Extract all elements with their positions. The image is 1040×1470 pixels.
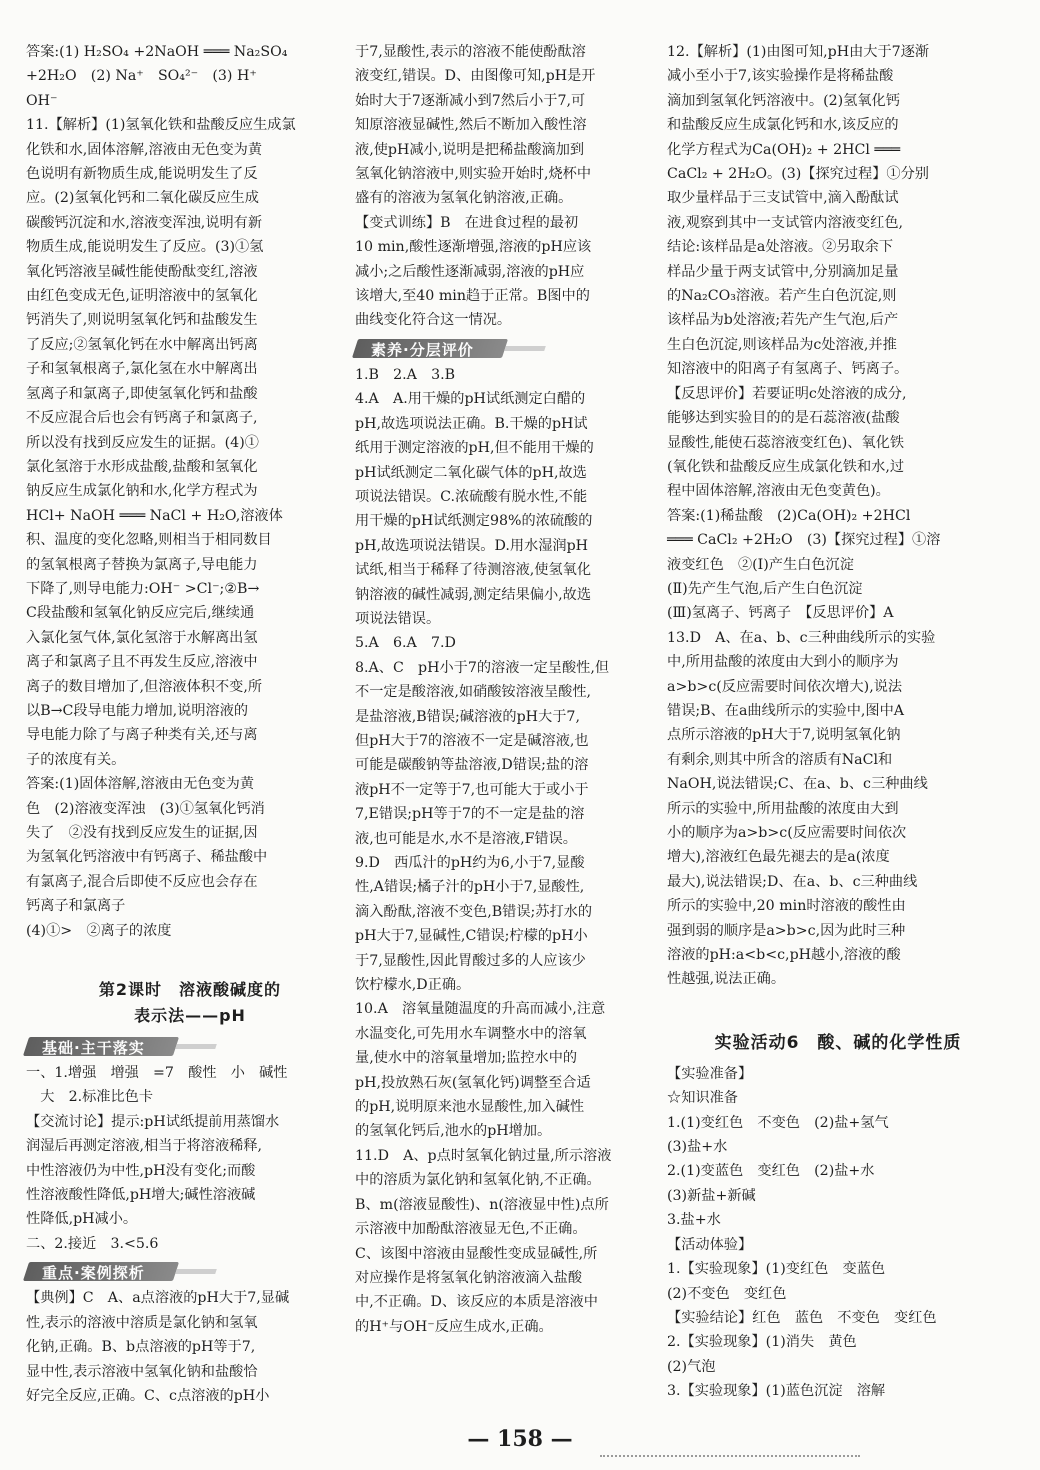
text-line: 性,表示的溶液中溶质是氯化钠和氢氧 — [26, 1314, 258, 1331]
text-line: 应。(2)氢氧化钙和二氧化碳反应生成 — [26, 190, 259, 207]
text-line: 滴加到氢氧化钙溶液中。(2)氢氧化钙 — [667, 92, 900, 109]
text-line: 10 min,酸性逐渐增强,溶液的pH应该 — [355, 239, 592, 256]
text-line: 【活动体验】 — [667, 1236, 753, 1253]
text-line: ═══ CaCl₂ +2H₂O (3)【探究过程】①溶 — [667, 532, 941, 549]
text-line: 纸用于测定溶液的pH,但不能用干燥的 — [355, 440, 594, 457]
text-line: 有剩余,则其中所含的溶质有NaCl和 — [667, 751, 893, 768]
section-banner-literacy: 素养·分层评价 — [355, 337, 541, 359]
text-line: 氢离子和氯离子,即使氢氧化钙和盐酸 — [26, 385, 258, 402]
text-line: pH,故选项说法错误。D.用水湿润pH — [355, 537, 589, 554]
text-line: 所示的实验中,20 min时溶液的酸性由 — [667, 898, 906, 915]
text-line: 溶液的pH:a<b<c,pH越小,溶液的酸 — [667, 947, 901, 964]
text-line: 3.【实验现象】(1)蓝色沉淀 溶解 — [667, 1383, 886, 1400]
example-answer — [26, 1286, 354, 1408]
text-line: 该增大,至40 min趋于正常。B图中的 — [355, 288, 590, 305]
text-line: 子和氢氧根离子,氯化氢在水中解离出 — [26, 361, 258, 378]
text-line: 液,使pH减小,说明是把稀盐酸滴加到 — [355, 141, 585, 158]
lesson-title-line2: 表示法——pH — [134, 1006, 246, 1026]
text-line: 13.D A、在a、b、c三种曲线所示的实验 — [667, 629, 936, 646]
text-line: 氢氧化钠溶液中,则实验开始时,烧杯中 — [355, 166, 592, 183]
text-line: 3.盐+水 — [667, 1212, 721, 1229]
text-line: pH,投放熟石灰(氢氧化钙)调整至合适 — [355, 1074, 591, 1091]
text-line: 1.(1)变红色 不变色 (2)盐+氢气 — [667, 1114, 889, 1131]
text-line: 但pH大于7的溶液不一定是碱溶液,也 — [355, 732, 589, 749]
text-line: 【典例】C A、a点溶液的pH大于7,显碱 — [26, 1290, 290, 1307]
text-line: 饮柠檬水,D正确。 — [355, 977, 471, 994]
text-line: 好完全反应,正确。C、c点溶液的pH小 — [26, 1387, 270, 1404]
text-line: 8.A、C pH小于7的溶液一定呈酸性,但 — [355, 659, 610, 676]
text-line: 的Na₂CO₃溶液。若产生白色沉淀,则 — [667, 288, 897, 305]
text-line: 强到弱的顺序是a>b>c,因为此时三种 — [667, 922, 906, 939]
text-line: 以B→C段导电能力增加,说明溶液的 — [26, 702, 249, 719]
text-line: 中,所用盐酸的浓度由大到小的顺序为 — [667, 654, 899, 671]
text-line: pH试纸测定二氧化碳气体的pH,故选 — [355, 464, 587, 481]
text-line: 了反应;②氢氧化钙在水中解离出钙离 — [26, 336, 258, 353]
text-line: 有氯离子,混合后即使不反应也会存在 — [26, 873, 258, 890]
experiment-title: 实验活动6 酸、碱的化学性质 — [714, 1032, 962, 1053]
text-line: 积、温度的变化忽略,则相当于相同数目 — [26, 532, 272, 549]
text-line: 答案:(1)稀盐酸 (2)Ca(OH)₂ +2HCl — [667, 507, 911, 524]
text-line: 一、1.增强 增强 =7 酸性 小 碱性 — [26, 1065, 288, 1082]
text-line: 的pH,说明原来池水显酸性,加入碱性 — [355, 1099, 585, 1116]
text-line: (2)不变色 变红色 — [667, 1285, 787, 1302]
text-line: 性,A错误;橘子汁的pH小于7,显酸性, — [355, 879, 585, 896]
example-continued — [355, 40, 667, 333]
text-line: 钙离子和氯离子 — [26, 898, 126, 915]
text-line: +2H₂O (2) Na⁺ SO₄²⁻ (3) H⁺ — [26, 68, 257, 85]
text-line: 性降低,pH减小。 — [26, 1211, 138, 1228]
text-line: 10.A 溶氧量随温度的升高而减小,注意 — [355, 1001, 606, 1018]
text-line: 该样品为b处溶液;若先产生气泡,后产 — [667, 312, 899, 329]
text-line: 始时大于7逐渐减小到7然后小于7,可 — [355, 92, 586, 109]
text-line: 错误;B、在a曲线所示的实验中,图中A — [667, 702, 905, 719]
text-line: 知溶液中的阳离子有氢离子、钙离子。 — [667, 361, 909, 378]
text-line: 最大),说法错误;D、在a、b、c三种曲线 — [667, 873, 918, 890]
text-line: 所示的实验中,所用盐酸的浓度由大到 — [667, 800, 899, 817]
text-line: 生白色沉淀,则该样品为c处溶液,并推 — [667, 336, 897, 353]
text-line: 不一定是酸溶液,如硝酸铵溶液呈酸性, — [355, 684, 592, 701]
text-line: 所以没有找到反应发生的证据。(4)① — [26, 434, 259, 451]
text-line: (Ⅱ)先产生气泡,后产生白色沉淀 — [667, 580, 863, 597]
text-line: (氧化铁和盐酸反应生成氯化铁和水,过 — [667, 458, 905, 475]
text-line: 钠溶液的碱性减弱,测定结果偏小,故选 — [355, 586, 592, 603]
text-line: HCl+ NaOH ═══ NaCl + H₂O,溶液体 — [26, 507, 283, 524]
text-line: (2)气泡 — [667, 1358, 716, 1375]
text-line: 【交流讨论】提示:pH试纸提前用蒸馏水 — [26, 1113, 280, 1130]
text-line: 【反思评价】若要证明c处溶液的成分, — [667, 385, 907, 402]
text-line: C、该图中溶液由显酸性变成显碱性,所 — [355, 1245, 598, 1262]
text-line: 化学方程式为Ca(OH)₂ + 2HCl ═══ — [667, 141, 901, 158]
text-line: 的H⁺与OH⁻反应生成水,正确。 — [355, 1318, 553, 1335]
text-line: 量,使水中的溶氧量增加;监控水中的 — [355, 1050, 578, 1067]
text-line: OH⁻ — [26, 92, 58, 109]
text-line: 是盐溶液,B错误;碱溶液的pH大于7, — [355, 708, 580, 725]
answer-block-10-11 — [26, 40, 354, 943]
text-line: (4)①> ②离子的浓度 — [26, 922, 172, 939]
text-line: 项说法错误。C.浓硫酸有脱水性,不能 — [355, 488, 588, 505]
text-line: 化铁和水,固体溶解,溶液由无色变为黄 — [26, 141, 263, 158]
text-line: 小的顺序为a>b>c(反应需要时间依次 — [667, 825, 907, 841]
text-line: 2.【实验现象】(1)消失 黄色 — [667, 1334, 857, 1351]
text-line: 曲线变化符合这一情况。 — [355, 312, 512, 329]
text-line: 不反应混合后也会有钙离子和氯离子, — [26, 410, 258, 427]
text-line: 色 (2)溶液变浑浊 (3)①氢氧化钙消 — [26, 800, 265, 817]
text-line: 物质生成,能说明发生了反应。(3)①氢 — [26, 239, 264, 256]
text-line: 氧化钙溶液呈碱性能使酚酞变红,溶液 — [26, 263, 258, 280]
text-line: 失了 ②没有找到反应发生的证据,因 — [26, 825, 258, 841]
text-line: 样品少量于两支试管中,分别滴加足量 — [667, 263, 899, 280]
text-line: 液pH不一定等于7,也可能大于或小于 — [355, 781, 589, 798]
text-line: 下降了,则导电能力:OH⁻ >Cl⁻;②B→ — [26, 580, 260, 597]
bottom-divider — [600, 1455, 860, 1461]
text-line: 钠反应生成氯化钠和水,化学方程式为 — [26, 483, 258, 500]
column-middle — [355, 40, 667, 1339]
lesson-title-line1: 第2课时 溶液酸碱度的 — [98, 980, 282, 1000]
literacy-answers — [355, 363, 667, 1339]
text-line: 于7,显酸性,表示的溶液不能使酚酞溶 — [355, 44, 586, 60]
text-line: 项说法错误。 — [355, 610, 441, 627]
text-line: 显酸性,能使石蕊溶液变红色)、氧化铁 — [667, 434, 905, 451]
text-line: ☆知识准备 — [667, 1090, 738, 1107]
text-line: B、m(溶液显酸性)、n(溶液显中性)点所 — [355, 1196, 609, 1213]
text-line: 液,观察到其中一支试管内溶液变红色, — [667, 214, 904, 231]
text-line: 示溶液中加酚酞溶液显无色,不正确。 — [355, 1221, 587, 1238]
text-line: NaOH,说法错误;C、在a、b、c三种曲线 — [667, 776, 928, 793]
text-line: 性越强,说法正确。 — [667, 971, 786, 988]
text-line: 对应操作是将氢氧化钠溶液滴入盐酸 — [355, 1269, 583, 1286]
text-line: 色说明有新物质生成,能说明发生了反 — [26, 166, 258, 183]
text-line: 润湿后再测定溶液,相当于将溶液稀释, — [26, 1138, 263, 1155]
text-line: 答案:(1) H₂SO₄ +2NaOH ═══ Na₂SO₄ — [26, 44, 288, 60]
text-line: 11.【解析】(1)氢氧化铁和盐酸反应生成氯 — [26, 117, 296, 134]
text-line: 导电能力除了与离子种类有关,还与离 — [26, 727, 258, 744]
text-line: 为氢氧化钙溶液中有钙离子、稀盐酸中 — [26, 849, 268, 866]
text-line: 氯化氢溶于水形成盐酸,盐酸和氢氧化 — [26, 458, 258, 475]
text-line: 滴入酚酞,溶液不变色,B错误;苏打水的 — [355, 903, 593, 920]
text-line: 液变红色 ②(Ⅰ)产生白色沉淀 — [667, 556, 854, 573]
column-left — [26, 40, 354, 1408]
text-line: 大 2.标准比色卡 — [26, 1089, 154, 1106]
text-line: 于7,显酸性,因此胃酸过多的人应该少 — [355, 952, 586, 969]
text-line: 可能是碳酸钠等盐溶液,D错误;盐的溶 — [355, 757, 589, 774]
text-line: 显中性,表示溶液中氢氧化钠和盐酸恰 — [26, 1363, 258, 1380]
text-line: 【实验结论】红色 蓝色 不变色 变红色 — [667, 1309, 937, 1326]
text-line: 7,E错误;pH等于7的不一定是盐的溶 — [355, 806, 585, 823]
text-line: 9.D 西瓜汁的pH约为6,小于7,显酸 — [355, 855, 585, 871]
text-line: 1.【实验现象】(1)变红色 变蓝色 — [667, 1261, 886, 1278]
text-line: 能够达到实验目的的是石蕊溶液(盐酸 — [667, 410, 900, 427]
text-line: 11.D A、p点时氢氧化钠过量,所示溶液 — [355, 1147, 612, 1164]
text-line: C段盐酸和氢氧化钠反应完后,继续通 — [26, 605, 255, 622]
text-line: 中性溶液仍为中性,pH没有变化;而酸 — [26, 1162, 256, 1179]
text-line: pH,故选项说法正确。B.干燥的pH试 — [355, 415, 588, 432]
text-line: 减小至小于7,该实验操作是将稀盐酸 — [667, 68, 894, 85]
text-line: 中,不正确。D、该反应的本质是溶液中 — [355, 1294, 598, 1311]
text-line: 液,也可能是水,水不是溶液,F错误。 — [355, 830, 577, 847]
text-line: 1.B 2.A 3.B — [355, 366, 456, 383]
text-line: 和盐酸反应生成氯化钙和水,该反应的 — [667, 117, 899, 134]
answer-block-12-13 — [667, 40, 1009, 992]
text-line: 2.(1)变蓝色 变红色 (2)盐+水 — [667, 1163, 875, 1180]
text-line: 钙消失了,则说明氢氧化钙和盐酸发生 — [26, 312, 258, 329]
text-line: 盛有的溶液为氢氧化钠溶液,正确。 — [355, 190, 573, 207]
text-line: 点所示溶液的pH大于7,说明氢氧化钠 — [667, 727, 901, 744]
text-line: 入氯化氢气体,氯化氢溶于水解离出氢 — [26, 629, 258, 646]
section-banner-key-cases: 重点·案例探析 — [26, 1260, 212, 1282]
text-line: 4.A A.用干燥的pH试纸测定白醋的 — [355, 391, 586, 408]
text-line: 【变式训练】B 在进食过程的最初 — [355, 214, 579, 231]
text-line: (3)新盐+新碱 — [667, 1187, 756, 1204]
text-line: 子的浓度有关。 — [26, 751, 126, 768]
text-line: 的氢氧化钙后,池水的pH增加。 — [355, 1123, 552, 1140]
text-line: 离子和氯离子且不再发生反应,溶液中 — [26, 654, 258, 671]
text-line: 液变红,错误。D、由图像可知,pH是开 — [355, 68, 596, 85]
column-right — [667, 40, 1009, 1404]
text-line: 的氢氧根离子替换为氯离子,导电能力 — [26, 556, 258, 573]
text-line: 性溶液酸性降低,pH增大;碱性溶液碱 — [26, 1187, 256, 1204]
text-line: 程中固体溶解,溶液由无色变黄色)。 — [667, 483, 890, 500]
page-number: — 158 — — [467, 1426, 573, 1452]
lesson-title — [26, 977, 354, 1029]
text-line: 减小;之后酸性逐渐减弱,溶液的pH应 — [355, 263, 585, 280]
text-line: 取少量样品于三支试管中,滴入酚酞试 — [667, 190, 899, 207]
text-line: (Ⅲ)氢离子、钙离子 【反思评价】A — [667, 605, 894, 622]
section-banner-basics: 基础·主干落实 — [26, 1035, 212, 1057]
text-line: 化钠,正确。B、b点溶液的pH等于7, — [26, 1339, 256, 1356]
text-line: a>b>c(反应需要时间依次增大),说法 — [667, 678, 903, 695]
text-line: 知原溶液显碱性,然后不断加入酸性溶 — [355, 117, 587, 134]
text-line: pH大于7,显碱性,C错误;柠檬的pH小 — [355, 928, 588, 945]
text-line: 由红色变成无色,证明溶液中的氢氧化 — [26, 288, 258, 305]
text-line: 二、2.接近 3.<5.6 — [26, 1235, 159, 1252]
text-line: 12.【解析】(1)由图可知,pH由大于7逐渐 — [667, 44, 930, 60]
text-line: 碳酸钙沉淀和水,溶液变浑浊,说明有新 — [26, 214, 263, 231]
text-line: 【实验准备】 — [667, 1065, 753, 1082]
text-line: 试纸,相当于稀释了待测溶液,使氢氧化 — [355, 562, 592, 579]
text-line: 用干燥的pH试纸测定98%的浓硫酸的 — [355, 513, 593, 530]
text-line: 离子的数目增加了,但溶液体积不变,所 — [26, 678, 263, 695]
text-line: 中的溶质为氯化钠和氢氧化钠,不正确。 — [355, 1172, 601, 1189]
text-line: 结论:该样品是a处溶液。②另取余下 — [667, 239, 894, 256]
experiment-answers — [667, 1062, 1009, 1404]
text-line: 水温变化,可先用水车调整水中的溶氧 — [355, 1025, 587, 1042]
text-line: 答案:(1)固体溶解,溶液由无色变为黄 — [26, 776, 255, 793]
text-line: (3)盐+水 — [667, 1139, 728, 1156]
text-line: 增大),溶液红色最先褪去的是a(浓度 — [667, 849, 890, 866]
text-line: 5.A 6.A 7.D — [355, 635, 456, 652]
text-line: CaCl₂ + 2H₂O。(3)【探究过程】①分别 — [667, 166, 929, 183]
basics-answers — [26, 1061, 354, 1256]
